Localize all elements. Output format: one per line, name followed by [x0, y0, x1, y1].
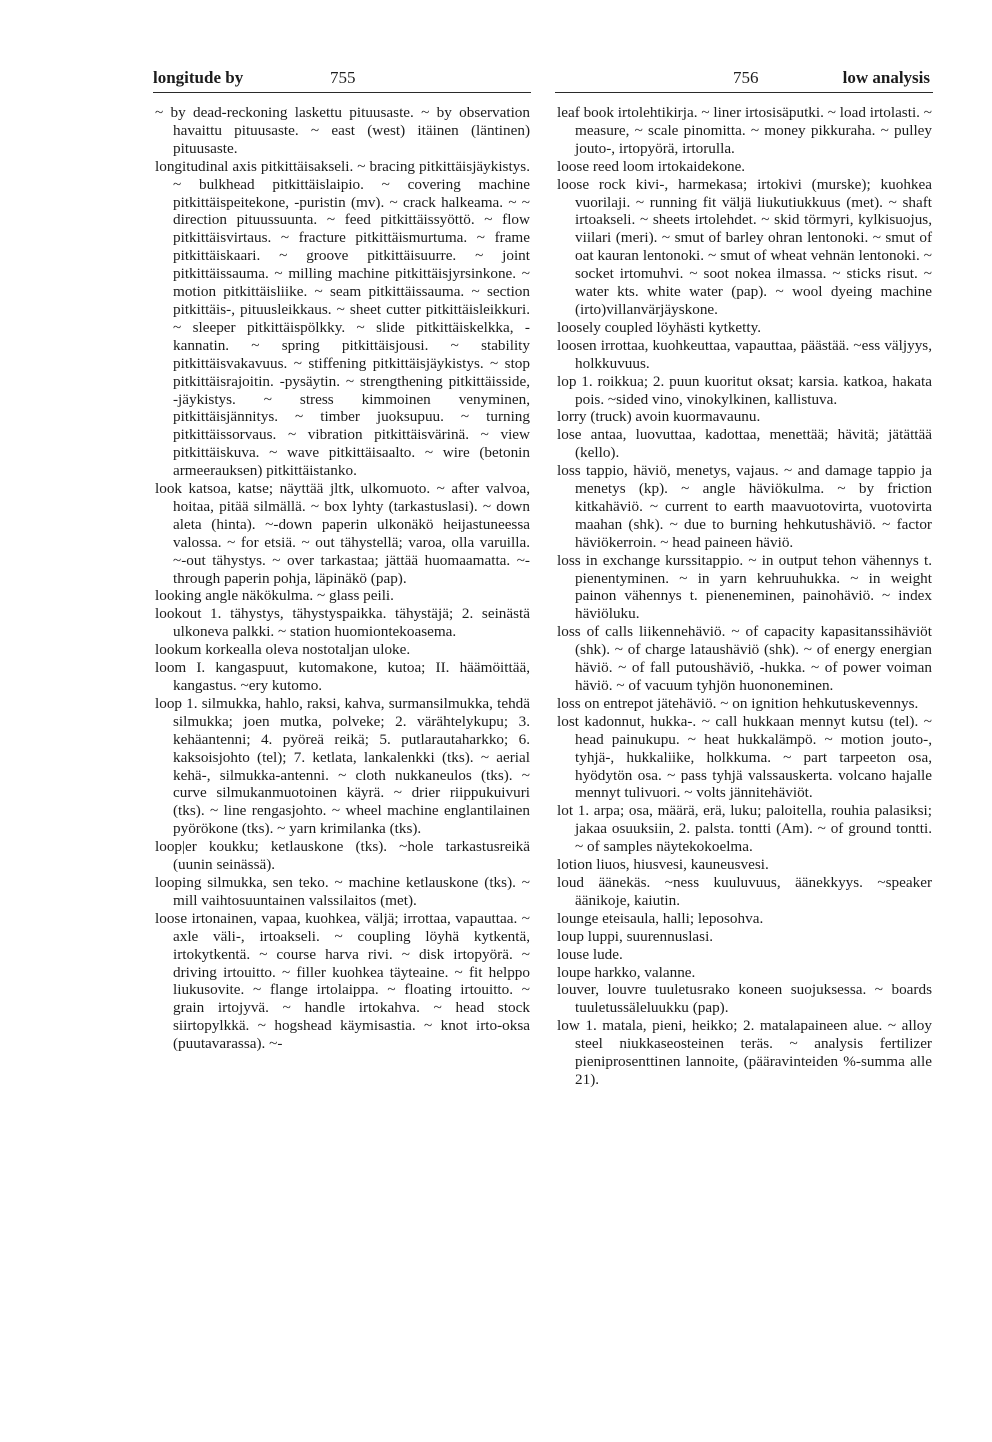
dictionary-entry: loup luppi, suurennuslasi.	[557, 927, 714, 945]
dictionary-entry: loosen irrottaa, kuohkeuttaa, vapauttaa, päästää. ~ess väljyys, holkkuvuus.	[557, 336, 932, 372]
dictionary-entry: loop 1. silmukka, hahlo, raksi, kahva, surmansilmukka, tehdä silmukka; joen mutka, polveke; 2. värähtelykupu; 3. kehäantenni; 4. pyöreä reikä; 5. putlarautaharkko; 6. kaksoisjohto (tel); 7. ketlata, lankalenkki (tks). ~ aerial kehä-, silmukka-antenni. ~ cloth nukkaneulos (tks). ~ curve silmukanmuotoinen käyrä. ~ drier riippukuivuri (tks). ~ line rengasjohto. ~ wheel machine englantilainen pyörökone (tks). ~ yarn krimilanka (tks).	[155, 694, 530, 838]
dictionary-column-left	[155, 104, 530, 1053]
dictionary-entry: louver, louvre tuuletusrako koneen suojuksessa. ~ boards tuuletussäleluukku (pap).	[557, 981, 932, 1017]
header-right-keyword: low analysis	[842, 68, 930, 87]
dictionary-entry: lost kadonnut, hukka-. ~ call hukkaan mennyt kutsu (tel). ~ head painukupu. ~ heat hukkalämpö. ~ motion jouto-, tyhjä-, hukkaliike, holkkuma. ~ part tarpeeton osa, hyödytön osa. ~ pass tyhjä valssauskerta. volcano hajalle mennyt tulivuori. ~ volts jännitehäviöt.	[557, 712, 932, 802]
dictionary-entry: louse lude.	[557, 945, 623, 963]
dictionary-column-right	[557, 104, 932, 1089]
dictionary-entry: looking angle näkökulma. ~ glass peili.	[155, 587, 394, 605]
dictionary-entry: loose rock kivi-, harmekasa; irtokivi (murske); kuohkea vuorilaji. ~ running fit väljä liukutiukkuus (met). ~ shaft irtoakseli. ~ sheets irtolehdet. ~ skid törmyri, kylkisuojus, viilari (meri). ~ smut of barley ohran lentonoki. ~ smut of oat kauran lentonoki. ~ smut of wheat vehnän lentonoki. ~ socket irtomuhvi. ~ soot nokea ilmassa. ~ sticks risut. ~ water kts. white water (pap). ~ wool dyeing machine (irto)villanvärjäyskone.	[557, 175, 932, 318]
dictionary-entry: loose reed loom irtokaidekone.	[557, 157, 746, 175]
dictionary-entry: look katsoa, katse; näyttää jltk, ulkomuoto. ~ after valvoa, hoitaa, pitää silmällä. ~ box lyhty (tarkastuslasi). ~ down aleta (hinta). ~-down paperin ulkonäkö heijastuneessa valossa. ~ for etsiä. ~ out tähystellä; varoa, olla varuilla. ~-out tähystys. ~ over tarkastaa; jättää huomaamatta. ~-through paperin pohja, läpinäkö (pap).	[155, 480, 530, 587]
header-right-page-number: 756	[733, 68, 759, 87]
dictionary-entry: ~ by dead-reckoning laskettu pituusaste. ~ by observation havaittu pituusaste. ~ east (west) itäinen (läntinen) pituusaste.	[155, 104, 530, 157]
dictionary-entry: loss of calls liikennehäviö. ~ of capacity kapasitanssihäviöt (shk). ~ of charge lataushäviö (shk). ~ of energy energian häviö. ~ of fall putoushäviö, -hukka. ~ of power voiman häviö. ~ of vacuum tyhjön huononeminen.	[557, 623, 932, 694]
header-rule-right	[555, 92, 933, 93]
dictionary-entry: lose antaa, luovuttaa, kadottaa, menettää; hävitä; jätättää (kello).	[557, 426, 932, 462]
dictionary-entry: lot 1. arpa; osa, määrä, erä, luku; paloitella, rouhia palasiksi; jakaa osuuksiin, 2. palsta. tontti (Am). ~ of ground tontti. ~ of samples näytekokoelma.	[557, 802, 932, 856]
header-left-keyword: longitude by	[153, 68, 244, 87]
dictionary-entry: lounge eteisaula, halli; leposohva.	[557, 909, 764, 927]
dictionary-entry: loss tappio, häviö, menetys, vajaus. ~ and damage tappio ja menetys (kp). ~ angle häviökulma. ~ by friction kitkahäviö. ~ current to earth maavuotovirta, vuotovirta maahan (shk). ~ due to burning hehkutushäviö. ~ factor häviökerroin. ~ head paineen häviö.	[557, 462, 932, 551]
dictionary-entry: lop 1. roikkua; 2. puun kuoritut oksat; karsia. katkoa, hakata pois. ~sided vino, vinokylkinen, kallistuva.	[557, 372, 932, 408]
dictionary-entry: low 1. matala, pieni, heikko; 2. matalapaineen alue. ~ alloy steel niukkaseosteinen teräs. ~ analysis fertilizer pieniprosenttinen lannoite, (pääravinteiden %-summa alle 21).	[557, 1017, 932, 1088]
dictionary-entry: lotion liuos, hiusvesi, kauneusvesi.	[557, 856, 769, 874]
dictionary-entry: loosely coupled löyhästi kytketty.	[557, 318, 762, 336]
dictionary-entry: lookum korkealla oleva nostotaljan uloke.	[155, 641, 411, 659]
dictionary-entry: loss on entrepot jätehäviö. ~ on ignition hehkutuskevennys.	[557, 694, 919, 712]
dictionary-entry: longitudinal axis pitkittäisakseli. ~ bracing pitkittäisjäykistys. ~ bulkhead pitkittäislaipio. ~ covering machine pitkittäispeitekone, -puristin (mv). ~ crack halkeama. ~ ~ direction pituussuunta. ~ feed pitkittäissyöttö. ~ flow pitkittäisvirtaus. ~ fracture pitkittäismurtuma. ~ frame pitkittäiskaari. ~ groove pitkittäisuurre. ~ joint pitkittäissauma. ~ milling machine pitkittäisjyrsinkone. ~ motion pitkittäisliike. ~ seam pitkittäissauma. ~ section pitkittäis-, pituusleikkaus. ~ sheet cutter pitkittäisleikkuri. ~ sleeper pitkittäispölkky. ~ slide pitkittäiskelkka, -kannatin. ~ spring pitkittäisjousi. ~ stability pitkittäisvakavuus. ~ stiffening pitkittäisjäykistys. ~ stop pitkittäisrajoitin. -pysäytin. ~ strengthening pitkittäisside, -jäykistys. ~ stress kimmoinen venyminen, pitkittäisjännitys. ~ timber juoksupuu. ~ turning pitkittäissorvaus. ~ vibration pitkittäisvärinä. ~ view pitkittäiskuva. ~ wave pitkittäisaalto. ~ wire (betonin armeerauksen) pitkittäistanko.	[155, 157, 530, 480]
dictionary-entry: loom I. kangaspuut, kutomakone, kutoa; II. häämöittää, kangastus. ~ery kutomo.	[155, 659, 530, 694]
header-left-page-number: 755	[330, 68, 356, 87]
dictionary-entry: loose irtonainen, vapaa, kuohkea, väljä; irrottaa, vapauttaa. ~ axle väli-, irtoakseli. ~ coupling löyhä kytkentä, irtokytkentä. ~ course harva rivi. ~ disk irtopyörä. ~ driving irtouitto. ~ filler kuohkea täyteaine. ~ fit helppo liukusovite. ~ flange irtolaippa. ~ floating irtouitto. ~ grain irtojyvä. ~ handle irtokahva. ~ head stock siirtopylkkä. ~ hogshead käymisastia. ~ knot irto-oksa (puutavarassa). ~-	[155, 909, 530, 1053]
dictionary-entry: loss in exchange kurssitappio. ~ in output tehon vähennys t. pienentyminen. ~ in yarn kehruuhukka. ~ in weight painon vähennys t. pieneneminen, painohäviö. ~ index häviöluku.	[557, 551, 932, 623]
dictionary-entry: looping silmukka, sen teko. ~ machine ketlauskone (tks). ~ mill vaihtosuuntainen valssilaitos (met).	[155, 873, 530, 909]
dictionary-entry: loop|er koukku; ketlauskone (tks). ~hole tarkastusreikä (uunin seinässä).	[155, 838, 530, 874]
dictionary-entry: lorry (truck) avoin kuormavaunu.	[557, 408, 761, 426]
dictionary-entry: lookout 1. tähystys, tähystyspaikka. tähystäjä; 2. seinästä ulkoneva palkki. ~ station huomiontekoasema.	[155, 605, 530, 641]
dictionary-entry: loud äänekäs. ~ness kuuluvuus, äänekkyys. ~speaker äänikoje, kaiutin.	[557, 873, 932, 909]
header-rule-left	[153, 92, 531, 93]
dictionary-entry: loupe harkko, valanne.	[557, 963, 696, 981]
dictionary-entry: leaf book irtolehtikirja. ~ liner irtosisäputki. ~ load irtolasti. ~ measure, ~ scale pinomitta. ~ money pikkuraha. ~ pulley jouto-, irtopyörä, irtorulla.	[557, 104, 932, 157]
